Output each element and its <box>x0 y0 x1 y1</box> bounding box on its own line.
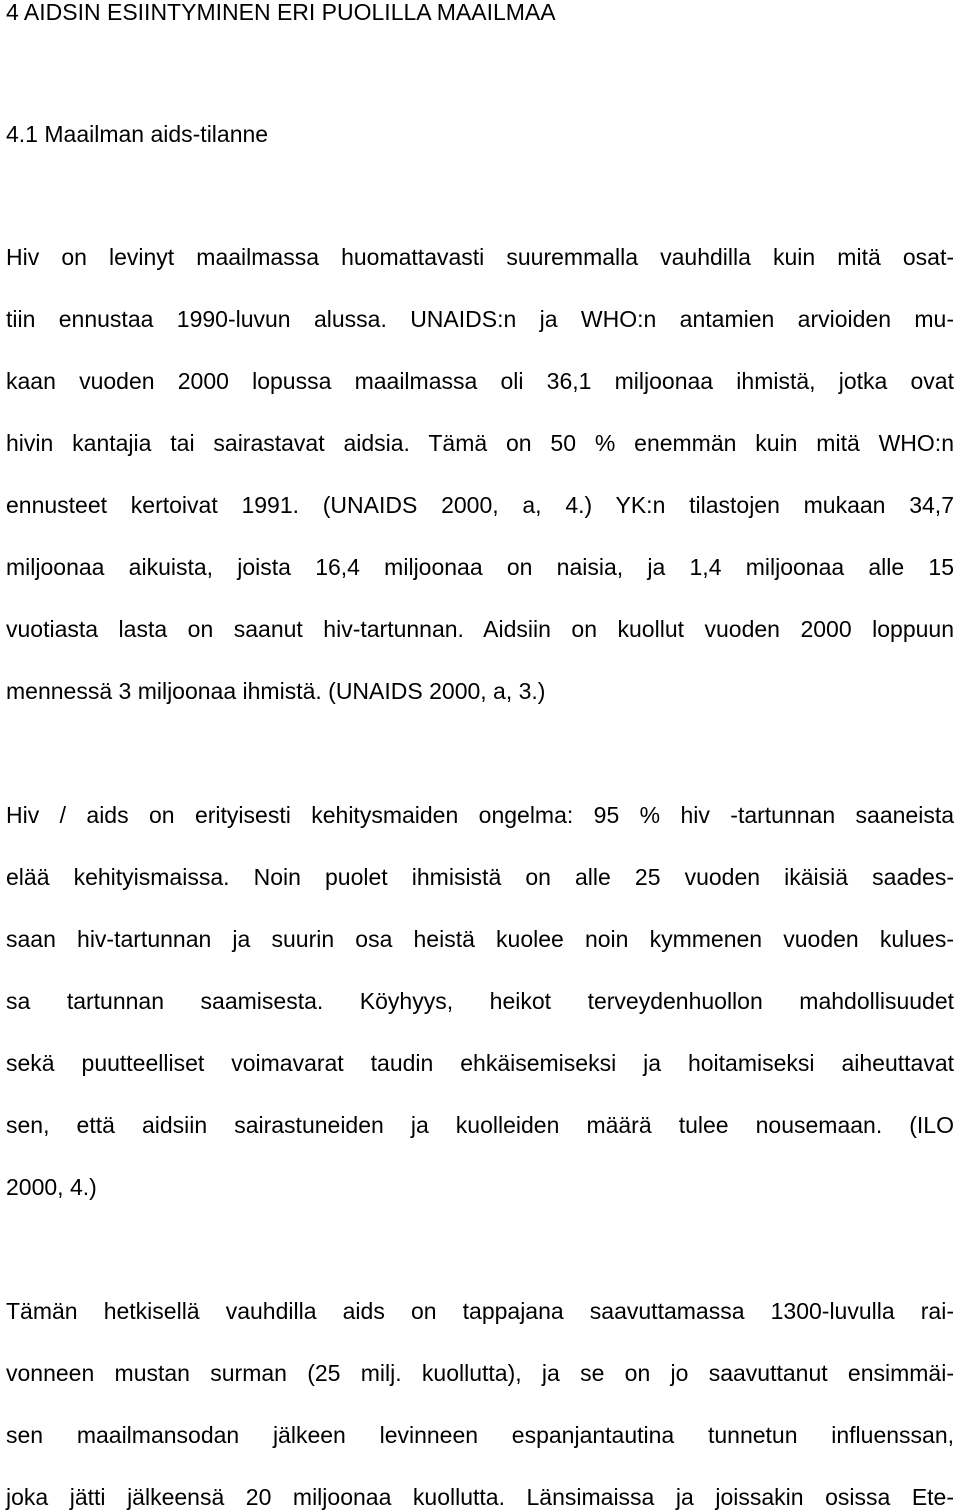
paragraph-line: vonneen mustan surman (25 milj. kuollutta), ja se on jo saavuttanut ensimmäi- <box>6 1360 954 1386</box>
paragraph-line: 2000, 4.) <box>6 1174 97 1200</box>
paragraph-line: Hiv on levinyt maailmassa huomattavasti suuremmalla vauhdilla kuin mitä osat- <box>6 244 954 270</box>
chapter-heading: 4 AIDSIN ESIINTYMINEN ERI PUOLILLA MAAILMAA <box>6 0 556 25</box>
paragraph-line: Hiv / aids on erityisesti kehitysmaiden ongelma: 95 % hiv -tartunnan saaneista <box>6 802 954 828</box>
paragraph-line: kaan vuoden 2000 lopussa maailmassa oli 36,1 miljoonaa ihmistä, jotka ovat <box>6 368 954 394</box>
section-heading: 4.1 Maailman aids-tilanne <box>6 121 269 147</box>
paragraph-line: joka jätti jälkeensä 20 miljoonaa kuollutta. Länsimaissa ja joissakin osissa Ete- <box>6 1484 954 1510</box>
paragraph-line: hivin kantajia tai sairastavat aidsia. Tämä on 50 % enemmän kuin mitä WHO:n <box>6 430 954 456</box>
paragraph-line: mennessä 3 miljoonaa ihmistä. (UNAIDS 2000, a, 3.) <box>6 678 546 704</box>
paragraph-line: miljoonaa aikuista, joista 16,4 miljoonaa on naisia, ja 1,4 miljoonaa alle 15 <box>6 554 954 580</box>
paragraph-line: sa tartunnan saamisesta. Köyhyys, heikot terveydenhuollon mahdollisuudet <box>6 988 954 1014</box>
paragraph-line: ennusteet kertoivat 1991. (UNAIDS 2000, a, 4.) YK:n tilastojen mukaan 34,7 <box>6 492 954 518</box>
paragraph-line: tiin ennustaa 1990-luvun alussa. UNAIDS:n ja WHO:n antamien arvioiden mu- <box>6 306 954 332</box>
paragraph-line: sekä puutteelliset voimavarat taudin ehkäisemiseksi ja hoitamiseksi aiheuttavat <box>6 1050 954 1076</box>
paragraph-line: vuotiasta lasta on saanut hiv-tartunnan. Aidsiin on kuollut vuoden 2000 loppuun <box>6 616 954 642</box>
paragraph-line: sen maailmansodan jälkeen levinneen espanjantautina tunnetun influenssan, <box>6 1422 954 1448</box>
paragraph-line: Tämän hetkisellä vauhdilla aids on tappajana saavuttamassa 1300-luvulla rai- <box>6 1298 954 1324</box>
paragraph-line: sen, että aidsiin sairastuneiden ja kuolleiden määrä tulee nousemaan. (ILO <box>6 1112 954 1138</box>
paragraph-line: saan hiv-tartunnan ja suurin osa heistä kuolee noin kymmenen vuoden kulues- <box>6 926 954 952</box>
paragraph-line: elää kehityismaissa. Noin puolet ihmisistä on alle 25 vuoden ikäisiä saades- <box>6 864 954 890</box>
